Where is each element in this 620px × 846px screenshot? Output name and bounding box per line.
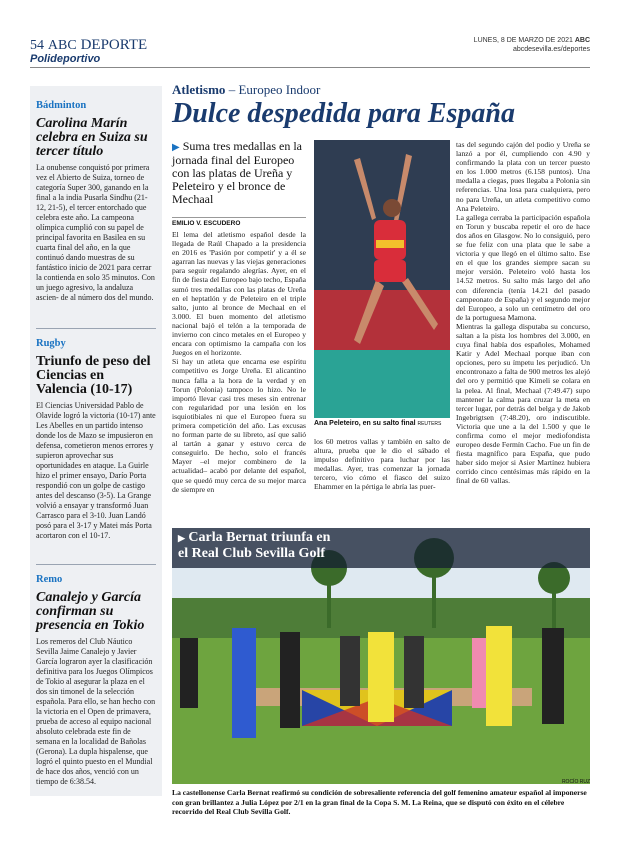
article-subhead [172,140,302,206]
subsection-name: Polideportivo [30,53,101,65]
triangle-bullet-icon: ▶ [178,533,185,543]
article-column-1: El lema del atletismo español desde la llegada de Raúl Chapado a la presidencia en 2016 es 'Pasión por competir' y a él se agarran las nuevas y las viejas generaciones para seguir regalando alegrías. Ayer, en el fin de fiesta del Europeo bajo techo, España sumó tres medallas con las platas de Ureña en el heptatlón y de Peleteiro en el triple salto, junto al bronce de Mechaal en el 3.000. El buen momento del atletismo nacional bajó el telón a la temporada de invierno con cinco metales en el Europeo y encara con optimismo la campaña con los Juegos en el horizonte. Si hay un atleta que encarna ese espíritu competitivo es Jorge Ureña. El alicantino nunca falla a la hora de la verdad y en Torun (Polonia) tampoco lo hizo. No le importó llevar casi tres meses sin entrenar con regularidad por una lesión en los isquiotibiales ni que el Europeo fuera su primera competición del año. Las excusas no forman parte de su libreto, así que salió al tartán a ganar y estuvo cerca de conseguirlo. De hecho, solo el francés Mayer –el mejor combinero de la actualidad– acabó por delante del español, que se quedó muy cerca de su mejor marca de siempre en [172,230,306,494]
sidebar-category: Remo [36,574,63,585]
page-header-right [474,36,590,54]
article-headline: Dulce despedida para España [172,98,515,129]
header-rule [30,67,590,68]
section-url[interactable]: abcdesevilla.es/deportes [512,46,590,53]
photo-caption [314,420,450,427]
sidebar-item-rugby [36,338,156,541]
golf-photo-credit: ROCÍO RUZ [561,779,590,785]
page-header-left [30,36,147,54]
long-jumper-illustration [314,140,450,418]
golf-headline [178,530,330,562]
kicker-sport: Atletismo [172,82,226,97]
athlete-photo [314,140,450,418]
sidebar-item-remo [36,574,156,787]
article-byline: EMILIO V. ESCUDERO [172,217,306,227]
kicker-event: – Europeo Indoor [228,82,321,97]
golf-headline-line-2: el Real Club Sevilla Golf [178,546,325,561]
news-sidebar [30,86,162,796]
subhead-text: Suma tres medallas en la jornada final del Europeo con las platas de Ureña y Peleteiro y el bronce de Mechaal [172,139,302,206]
sidebar-body: La onubense conquistó por primera vez el Abierto de Suiza, torneo de categoría Super 300, ganando en la final a la india Pusarla Sindhu (21-12, 21-5), el tercer entorchado que celebra este año. La campeona olímpica cumplió con su papel de principal favorita en Basilea en su cuarta final del año, en la que continuó dando muestras de su fantástico inicio de 2021 para cerrar la contienda en solo 35 minutos. Con un juego agresivo, la andaluza ascien- de al número dos del mundo. [36,163,155,302]
golf-headline-line-1: Carla Bernat triunfa en [188,530,331,545]
sidebar-title: Carolina Marín celebra en Suiza su tercer título [36,116,148,159]
sidebar-title: Triunfo de peso del Ciencias en Valencia (10-17) [36,354,151,397]
article-column-3: tas del segundo cajón del podio y Ureña se lanzó a por él, cumpliendo con 4.90 y confirmando la plata con un tercer puesto en los 1.000 metros (6.158 puntos). Una medalla a ciegas, pues llegaba a Polonia sin referencias. Una losa para cualquiera, pero no para Ureña, un atleta competitivo como Ana Peleteiro. La gallega cerraba la participación española en Torun y buscaba repetir el oro de hace dos años en Glasgow. No lo consiguió, pero se fue feliz con una plata que le sabe a victoria y que llegó en el último salto. Ese en el que los grandes siempre sacan su mejor versión. Peleteiro voló hasta los 14.52 metros. Su salto más largo del año con diferencia (tenía 14.21 del pasado campeonato de España) y el segundo mejor del Europeo, a solo un centímetro del oro de la portuguesa Mamona. Mientras la gallega disputaba su concurso, saltan a la pista los hombres del 3.000, en cuya final había dos españoles, Mohamed Katir y Adel Mechaal porque iban con opciones, pero su ímpetu les perjudicó. Un encontronazo a falta de 900 metros les alejó del oro y permitió que Kimeli se colara en la pelea. Al final, Mechaal (7:49.47) supo mantener la calma para cruzar la meta en tercer lugar, por detrás del belga y de Jakob Ingebrigtsen (7:48.20), oro indiscutible. Victoria que une a la del 1.500 y que le confirma como el mejor mediofondista europeo desde Fermín Cacho. Fue un fin de fiesta magnífico para España, que pudo haber sido mejor si Asier Martínez hubiera corrido cinco centésimas más rápido en la final de 60 vallas. [456,140,590,486]
sidebar-divider [36,328,156,329]
page-number: 54 [30,38,44,53]
golf-caption: La castellonense Carla Bernat reafirmó su condición de sobresaliente referencia del golf femenino amateur español al imponerse con gran brillantez a Julia López por 2/1 en la gran final de la Copa S. M. La Reina, que se disputó con éxito en el célebre recorrido del Real Club Sevilla Golf. [172,788,587,816]
sidebar-title: Canalejo y García confirman su presencia en Tokio [36,590,145,633]
sidebar-category: Rugby [36,338,66,349]
article-kicker [172,82,320,98]
photo-caption-text: Ana Peleteiro, en su salto final [314,420,416,427]
photo-credit: REUTERS [417,421,442,427]
brand-logo: ABC [47,38,77,53]
sidebar-body: Los remeros del Club Náutico Sevilla Jaime Canalejo y Javier García lograron ayer la clasificación definitiva para los Juegos Olímpicos de Tokio al asegurar la plaza en el dos sin timonel de la selección española. Para ello, se han hecho con la victoria en el Open de primavera, prueba de acceso al equipo nacional absoluto celebrada este fin de semana en la localidad de Bañolas (Gerona). La dupla hispalense, que logró el quinto puesto en el Mundial de hace dos años, venció con un tiempo de 6:38.54. [36,637,156,786]
sidebar-body: El Ciencias Universidad Pablo de Olavide logró la victoria (10-17) ante Les Abelles en un partido intenso donde los de Mazo se impusieron en defensa, cometieron menos errores y supieron aprovechar sus oportunidades en ataque. La Guirle hizo el primer ensayo, Darío Porta respondió con un golpe de castigo antes del descanso (3-5). La Grange volvió a ensayar y transformó Juan Carrasco para el 3-10. Juan Landó posó para el 3-17 y Matei más Porta acortaron con el 10-17. [36,401,156,540]
issue-date: LUNES, 8 DE MARZO DE 2021 [473,37,573,44]
article-column-2: los 60 metros vallas y también en salto de altura, prueba que le dio el sábado el impulso definitivo para luchar por las medallas. Ayer, tras comenzar la jornada tercero, vio cómo el fiasco del suizo Ehammer en la pértiga le abría las puer- [314,437,450,492]
paper-name: ABC [574,37,590,44]
section-name: DEPORTE [80,37,148,53]
sidebar-category: Bádminton [36,100,87,111]
sidebar-item-badminton [36,100,156,303]
triangle-bullet-icon: ▶ [172,142,180,153]
sidebar-divider [36,564,156,565]
